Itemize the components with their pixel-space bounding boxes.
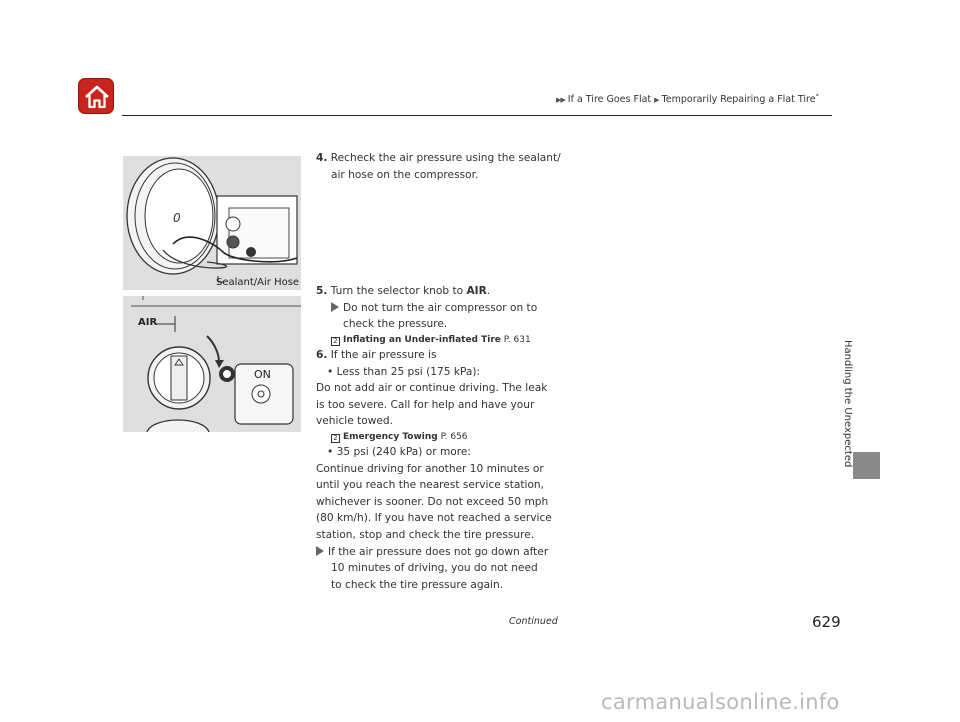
chapter-tab-marker[interactable] (853, 452, 880, 479)
body-line: Do not add air or continue driving. The leak (316, 382, 548, 395)
asterisk-mark: * (815, 93, 819, 100)
breadcrumb-subsection[interactable]: Temporarily Repairing a Flat Tire (661, 94, 816, 106)
page-number: 629 (812, 613, 841, 631)
figure-selector-knob (123, 296, 301, 432)
note-text: If the air pressure does not go down after (328, 545, 549, 558)
step-text: Recheck the air pressure using the sealant/ (330, 152, 561, 164)
knob-label: AIR (466, 285, 487, 298)
figure-label-air: AIR (138, 317, 158, 328)
step-number: 4. (316, 152, 328, 164)
figure-label-on: ON (254, 368, 271, 381)
bullet-item: • 35 psi (240 kPa) or more: (327, 445, 472, 458)
xref-title[interactable]: Inflating an Under-inflated Tire (343, 334, 501, 345)
note (316, 300, 566, 317)
note-text: check the pressure. (343, 318, 448, 331)
note-text: to check the tire pressure again. (331, 578, 504, 591)
step-text: Turn the selector knob to (330, 285, 464, 298)
figure-tire-compressor (123, 156, 301, 290)
note-text: Do not turn the air compressor on to (343, 301, 538, 314)
bullet-item: • Less than 25 psi (175 kPa): (327, 365, 481, 378)
cross-reference-icon: 2 (331, 434, 340, 443)
step-4 (316, 150, 566, 167)
continued-label: Continued (509, 616, 558, 627)
body-line: vehicle towed. (316, 415, 394, 428)
breadcrumb-section[interactable]: If a Tire Goes Flat (567, 94, 652, 106)
xref-page[interactable]: P. 656 (440, 431, 468, 442)
step-6 (316, 347, 566, 364)
note-arrow-icon (331, 302, 339, 312)
breadcrumb (556, 93, 819, 105)
note (316, 544, 566, 561)
body-line: Continue driving for another 10 minutes or (316, 462, 544, 475)
home-button[interactable] (78, 78, 114, 114)
home-icon (79, 79, 115, 115)
cross-reference[interactable] (316, 430, 566, 444)
figure-callout-sealant-air-hose: Sealant/Air Hose (216, 277, 300, 288)
step-5 (316, 283, 566, 300)
double-chevron-right-icon: ▶▶ (556, 96, 565, 105)
bullet-text: 35 psi (240 kPa) or more: (336, 445, 472, 458)
step-text: air hose on the compressor. (331, 168, 479, 181)
xref-page[interactable]: P. 631 (503, 334, 531, 345)
body-line: (80 km/h). If you have not reached a service (316, 512, 552, 525)
spacer (316, 183, 566, 283)
period: . (486, 285, 491, 298)
chapter-tab-label: Handling the Unexpected (842, 340, 853, 468)
body-line: is too severe. Call for help and have your (316, 398, 535, 411)
body-line: station, stop and check the tire pressure. (316, 528, 535, 541)
svg-text:0: 0 (173, 211, 181, 225)
step-number: 5. (316, 285, 328, 298)
watermark: carmanualsonline.info (601, 690, 840, 714)
note-text: 10 minutes of driving, you do not need (331, 562, 538, 575)
step-number: 6. (316, 348, 328, 361)
note-arrow-icon (316, 546, 324, 556)
cross-reference-icon: 2 (331, 337, 340, 346)
instructions-body (316, 150, 566, 593)
step-text: If the air pressure is (330, 348, 437, 361)
header-divider (122, 115, 832, 116)
bullet-text: Less than 25 psi (175 kPa): (336, 365, 481, 378)
body-line: whichever is sooner. Do not exceed 50 mph (316, 495, 549, 508)
double-chevron-right-icon: ▶ (654, 96, 659, 105)
body-line: until you reach the nearest service station, (316, 479, 545, 492)
xref-title[interactable]: Emergency Towing (343, 431, 438, 442)
cross-reference[interactable] (316, 333, 566, 347)
